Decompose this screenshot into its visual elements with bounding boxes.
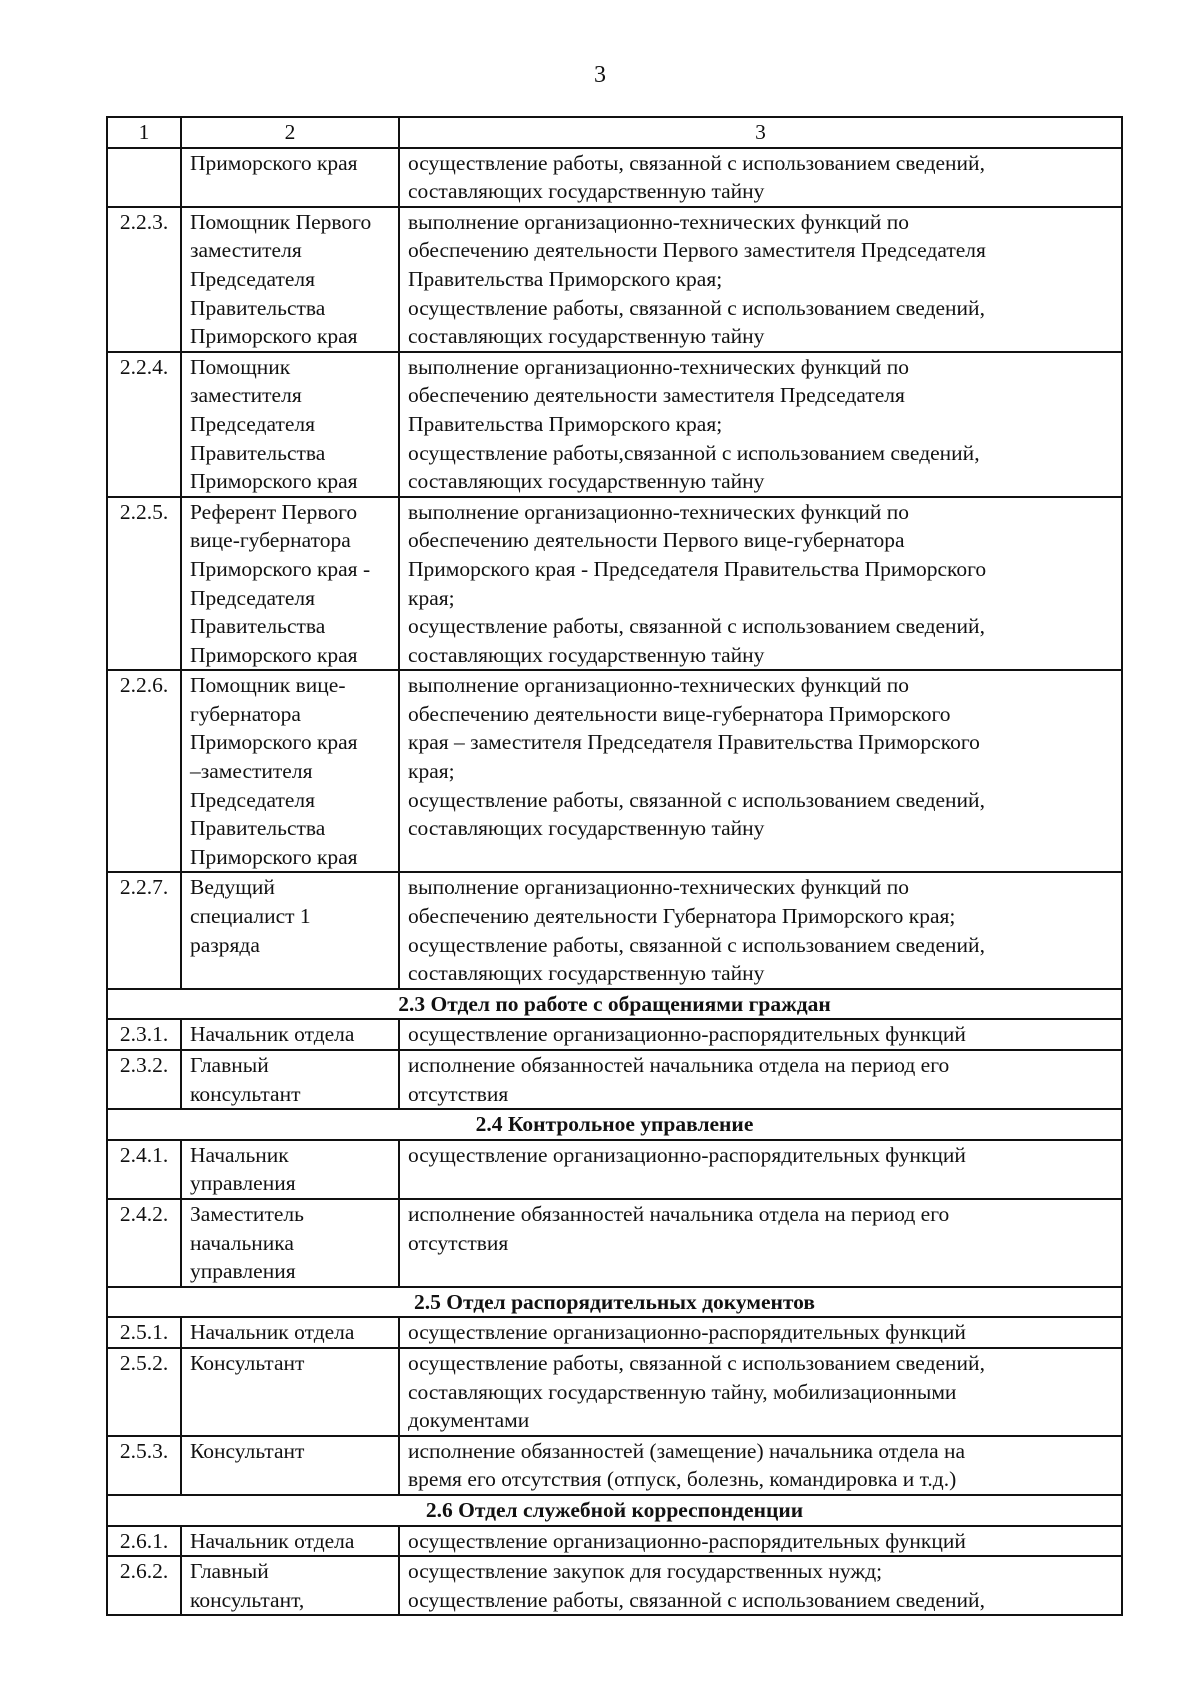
functions-text [399,1140,1122,1199]
section-header-row [107,989,1122,1020]
table-row [107,1019,1122,1050]
function-line: отсутствия [408,1230,509,1255]
functions-text [399,497,1122,671]
position-line: управления [190,1259,296,1284]
functions-text [399,207,1122,352]
table-row [107,670,1122,872]
position-title [181,207,399,352]
function-line: осуществление работы, связанной с использованием сведений, [408,614,985,639]
function-line: документами [408,1408,530,1433]
function-line: составляющих государственную тайну [408,816,765,841]
position-line: Правительства [190,816,326,841]
position-line: –заместителя [190,759,313,784]
position-line: Главный [190,1053,269,1077]
position-line: Председателя [190,266,316,291]
position-line: управления [190,1171,296,1196]
position-line: консультант [190,1081,301,1106]
functions-text [399,352,1122,497]
position-line: Правительства [190,440,326,465]
function-line: составляющих государственную тайну [408,642,765,667]
function-line: выполнение организационно-технических функций по [408,209,910,234]
functions-text [399,1050,1122,1109]
section-header-row [107,1287,1122,1318]
function-line: выполнение организационно-технических функций по [408,354,910,379]
functions-text [399,148,1122,207]
function-line: осуществление работы, связанной с использованием сведений, [408,1350,985,1375]
position-line: консультант, [190,1587,305,1612]
function-line: составляющих государственную тайну [408,179,765,204]
position-line: начальника [190,1230,294,1255]
positions-table-body [107,117,1122,1615]
function-line: выполнение организационно-технических функций по [408,673,910,698]
function-line: обеспечению деятельности Первого вице-губернатора [408,528,905,553]
column-header-1: 1 [107,117,181,148]
function-line: края; [408,759,455,784]
position-line: Приморского края [190,642,358,667]
section-header-row [107,1495,1122,1526]
position-line: Начальник отдела [190,1320,355,1345]
function-line: осуществление закупок для государственных нужд; [408,1559,883,1584]
position-title [181,1019,399,1050]
position-line: Помощник [190,354,291,379]
position-title [181,1199,399,1287]
functions-text [399,1199,1122,1287]
function-line: обеспечению деятельности заместителя Председателя [408,383,905,408]
positions-table [106,116,1123,1616]
position-line: Начальник [190,1142,289,1167]
function-line: края; [408,585,455,610]
functions-text [399,1317,1122,1348]
position-title [181,148,399,207]
functions-text [399,670,1122,872]
position-title [181,1050,399,1109]
table-row [107,1317,1122,1348]
function-line: осуществление организационно-распорядительных функций [408,1022,966,1047]
position-line: Заместитель [190,1201,304,1226]
section-header-row [107,1109,1122,1140]
position-title [181,1556,399,1615]
function-line: отсутствия [408,1081,509,1106]
row-number: 2.6.1. [107,1526,181,1557]
position-title [181,1526,399,1557]
position-line: Консультант [190,1438,305,1463]
position-line: Приморского края [190,324,358,349]
position-line: Консультант [190,1350,305,1375]
position-line: Референт Первого [190,499,358,524]
function-line: Правительства Приморского края; [408,266,723,291]
section-title: 2.4 Контрольное управление [107,1109,1122,1140]
function-line: составляющих государственную тайну, мобилизационными [408,1379,957,1404]
functions-text [399,1019,1122,1050]
section-title: 2.5 Отдел распорядительных документов [107,1287,1122,1318]
function-line: составляющих государственную тайну [408,469,765,494]
row-number: 2.2.4. [107,352,181,497]
table-row [107,1199,1122,1287]
position-line: Приморского края [190,469,358,494]
table-row [107,1436,1122,1495]
functions-text [399,872,1122,988]
row-number: 2.2.7. [107,872,181,988]
table-row [107,1050,1122,1109]
position-line: вице-губернатора [190,528,351,553]
row-number: 2.4.2. [107,1199,181,1287]
functions-text [399,1556,1122,1615]
row-number: 2.3.2. [107,1050,181,1109]
table-row [107,148,1122,207]
function-line: осуществление работы, связанной с использованием сведений, [408,150,985,175]
position-line: Председателя [190,787,316,812]
page-number: 3 [594,62,606,88]
column-header-3: 3 [399,117,1122,148]
table-row [107,207,1122,352]
table-row [107,872,1122,988]
position-line: Приморского края - [190,556,371,581]
position-title [181,1140,399,1199]
function-line: выполнение организационно-технических функций по [408,875,910,900]
function-line: осуществление работы, связанной с использованием сведений, [408,295,985,320]
function-line: осуществление организационно-распорядительных функций [408,1528,966,1553]
row-number: 2.2.3. [107,207,181,352]
position-line: заместителя [190,238,302,263]
position-title [181,1436,399,1495]
position-line: Приморского края [190,844,358,869]
position-line: Правительства [190,295,326,320]
position-line: специалист 1 [190,904,311,929]
position-line: Приморского края [190,730,358,755]
row-number: 2.4.1. [107,1140,181,1199]
function-line: составляющих государственную тайну [408,324,765,349]
position-title [181,497,399,671]
function-line: исполнение обязанностей начальника отдела на период его [408,1053,950,1077]
column-header-row [107,117,1122,148]
position-line: Начальник отдела [190,1022,355,1047]
table-row [107,1140,1122,1199]
function-line: Правительства Приморского края; [408,411,723,436]
position-title [181,670,399,872]
position-line: разряда [190,932,260,957]
position-line: Председателя [190,411,316,436]
function-line: обеспечению деятельности Первого заместителя Председателя [408,238,986,263]
function-line: обеспечению деятельности Губернатора Приморского края; [408,904,956,929]
row-number: 2.2.5. [107,497,181,671]
function-line: исполнение обязанностей начальника отдела на период его [408,1201,950,1226]
row-number: 2.2.6. [107,670,181,872]
position-line: Помощник Первого [190,209,372,234]
position-title [181,872,399,988]
functions-text [399,1348,1122,1436]
position-line: Начальник отдела [190,1528,355,1553]
section-title: 2.3 Отдел по работе с обращениями граждан [107,989,1122,1020]
function-line: осуществление работы, связанной с использованием сведений, [408,1587,985,1612]
function-line: края – заместителя Председателя Правительства Приморского [408,730,980,755]
table-row [107,352,1122,497]
position-title [181,1348,399,1436]
function-line: осуществление работы, связанной с использованием сведений, [408,932,985,957]
table-row [107,1526,1122,1557]
column-header-2: 2 [181,117,399,148]
position-line: заместителя [190,383,302,408]
function-line: время его отсутствия (отпуск, болезнь, командировка и т.д.) [408,1467,957,1492]
function-line: осуществление работы, связанной с использованием сведений, [408,787,985,812]
position-line: Приморского края [190,150,358,175]
position-line: Председателя [190,585,316,610]
function-line: осуществление работы,связанной с использованием сведений, [408,440,980,465]
function-line: Приморского края - Председателя Правительства Приморского [408,556,987,581]
row-number: 2.3.1. [107,1019,181,1050]
row-number: 2.6.2. [107,1556,181,1615]
row-number [107,148,181,207]
functions-text [399,1436,1122,1495]
position-line: Правительства [190,614,326,639]
position-line: губернатора [190,701,301,726]
function-line: осуществление организационно-распорядительных функций [408,1320,966,1345]
table-row [107,497,1122,671]
position-title [181,352,399,497]
function-line: выполнение организационно-технических функций по [408,499,910,524]
position-line: Главный [190,1559,269,1584]
position-title [181,1317,399,1348]
position-line: Помощник вице- [190,673,346,698]
row-number: 2.5.3. [107,1436,181,1495]
function-line: составляющих государственную тайну [408,961,765,986]
table-row [107,1556,1122,1615]
functions-text [399,1526,1122,1557]
section-title: 2.6 Отдел служебной корреспонденции [107,1495,1122,1526]
row-number: 2.5.1. [107,1317,181,1348]
row-number: 2.5.2. [107,1348,181,1436]
function-line: осуществление организационно-распорядительных функций [408,1142,966,1167]
function-line: обеспечению деятельности вице-губернатора Приморского [408,701,951,726]
function-line: исполнение обязанностей (замещение) начальника отдела на [408,1438,966,1463]
position-line: Ведущий [190,875,275,900]
table-row [107,1348,1122,1436]
